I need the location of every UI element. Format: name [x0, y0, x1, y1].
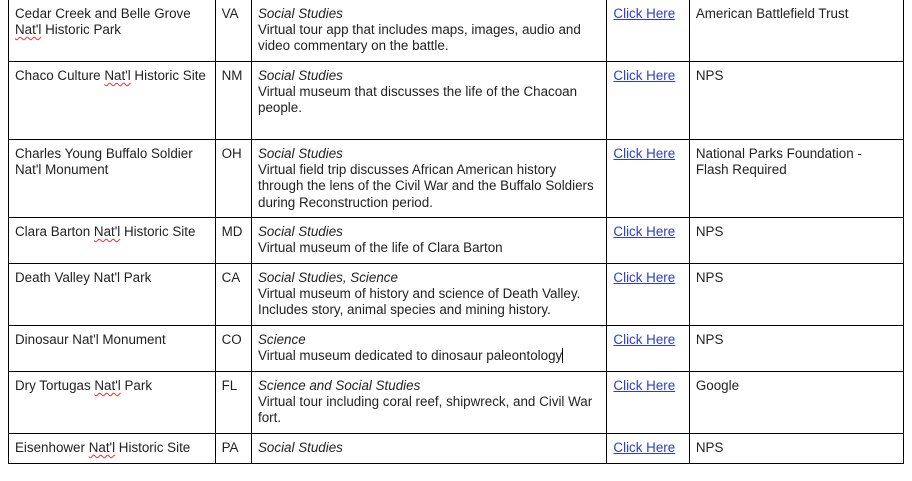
source-cell[interactable]: Google [689, 372, 903, 434]
park-name-cell[interactable]: Cedar Creek and Belle Grove Nat'l Historic Park [9, 0, 216, 62]
park-name-cell[interactable]: Death Valley Nat'l Park [9, 264, 216, 326]
subject-label: Social Studies [258, 6, 343, 21]
click-here-link[interactable]: Click Here [613, 378, 676, 393]
subject-label: Social Studies [258, 68, 343, 83]
description-text: Virtual tour app that includes maps, images, audio and video commentary on the battle. [258, 22, 581, 54]
source-cell[interactable]: NPS [689, 218, 903, 264]
description-text: Virtual museum that discusses the life of the Chacoan people. [258, 84, 578, 116]
click-here-link[interactable]: Click Here [613, 6, 676, 21]
click-here-link[interactable]: Click Here [613, 440, 676, 455]
description-text: Virtual museum of the life of Clara Barton [258, 240, 503, 256]
description-cell[interactable] [252, 372, 607, 434]
source-cell[interactable]: NPS [689, 434, 903, 464]
description-text: Virtual museum of history and science of Death Valley. Includes story, animal species and mining history. [258, 286, 581, 318]
park-name-cell[interactable]: Clara Barton Nat'l Historic Site [9, 218, 216, 264]
description-cell[interactable] [252, 62, 607, 140]
description-cell[interactable] [252, 0, 607, 62]
spellcheck-word: Nat'l [15, 22, 42, 38]
click-here-link[interactable]: Click Here [613, 146, 676, 161]
description-text: Virtual field trip discusses African American history through the lens of the Civil War and the Buffalo Soldiers during Reconstruction period. [258, 162, 594, 210]
spellcheck-word: Nat'l [94, 378, 121, 393]
description-cell[interactable] [252, 218, 607, 264]
subject-label: Social Studies [258, 146, 343, 161]
subject-label: Social Studies, Science [258, 270, 398, 285]
table-row [9, 372, 904, 434]
source-cell[interactable]: NPS [689, 62, 903, 140]
state-cell[interactable]: FL [215, 372, 251, 434]
virtual-tours-table [8, 0, 904, 464]
state-cell[interactable]: CO [215, 326, 251, 372]
link-cell [607, 326, 689, 372]
subject-label: Science [258, 332, 306, 347]
link-cell [607, 372, 689, 434]
link-cell [607, 0, 689, 62]
click-here-link[interactable]: Click Here [613, 224, 676, 239]
link-cell [607, 434, 689, 464]
description-text: Virtual museum dedicated to dinosaur paleontology [258, 348, 563, 364]
description-text: Virtual tour including coral reef, shipwreck, and Civil War fort. [258, 394, 593, 426]
state-cell[interactable]: CA [215, 264, 251, 326]
description-cell[interactable] [252, 264, 607, 326]
subject-label: Social Studies [258, 224, 343, 239]
table-row [9, 62, 904, 140]
link-cell [607, 264, 689, 326]
state-cell[interactable]: PA [215, 434, 251, 464]
text-cursor [562, 348, 563, 363]
spellcheck-word: Nat'l [104, 68, 131, 83]
subject-label: Social Studies [258, 440, 343, 455]
subject-label: Science and Social Studies [258, 378, 421, 393]
link-cell [607, 218, 689, 264]
state-cell[interactable]: NM [215, 62, 251, 140]
source-cell[interactable]: American Battlefield Trust [689, 0, 903, 62]
click-here-link[interactable]: Click Here [613, 68, 676, 83]
dropdown-indicator-icon[interactable] [597, 326, 607, 329]
table-row [9, 264, 904, 326]
state-cell[interactable]: OH [215, 140, 251, 218]
park-name-cell[interactable]: Charles Young Buffalo Soldier Nat'l Monument [9, 140, 216, 218]
park-name-cell[interactable]: Dry Tortugas Nat'l Park [9, 372, 216, 434]
click-here-link[interactable]: Click Here [613, 332, 676, 347]
link-cell [607, 62, 689, 140]
description-cell[interactable] [252, 434, 607, 464]
table-row [9, 326, 904, 372]
park-name-cell[interactable]: Chaco Culture Nat'l Historic Site [9, 62, 216, 140]
park-name-cell[interactable]: Eisenhower Nat'l Historic Site [9, 434, 216, 464]
table-row [9, 0, 904, 62]
source-cell[interactable]: NPS [689, 264, 903, 326]
description-cell[interactable] [252, 326, 607, 372]
state-cell[interactable]: VA [215, 0, 251, 62]
table-row [9, 434, 904, 464]
link-cell [607, 140, 689, 218]
table-row [9, 218, 904, 264]
spellcheck-word: Nat'l [88, 440, 116, 455]
park-name-cell[interactable]: Dinosaur Nat'l Monument [9, 326, 216, 372]
state-cell[interactable]: MD [215, 218, 251, 264]
description-cell[interactable] [252, 140, 607, 218]
source-cell[interactable]: National Parks Foundation - Flash Required [689, 140, 903, 218]
source-cell[interactable]: NPS [689, 326, 903, 372]
spellcheck-word: Nat'l [93, 224, 121, 239]
click-here-link[interactable]: Click Here [613, 270, 676, 285]
table-row [9, 140, 904, 218]
